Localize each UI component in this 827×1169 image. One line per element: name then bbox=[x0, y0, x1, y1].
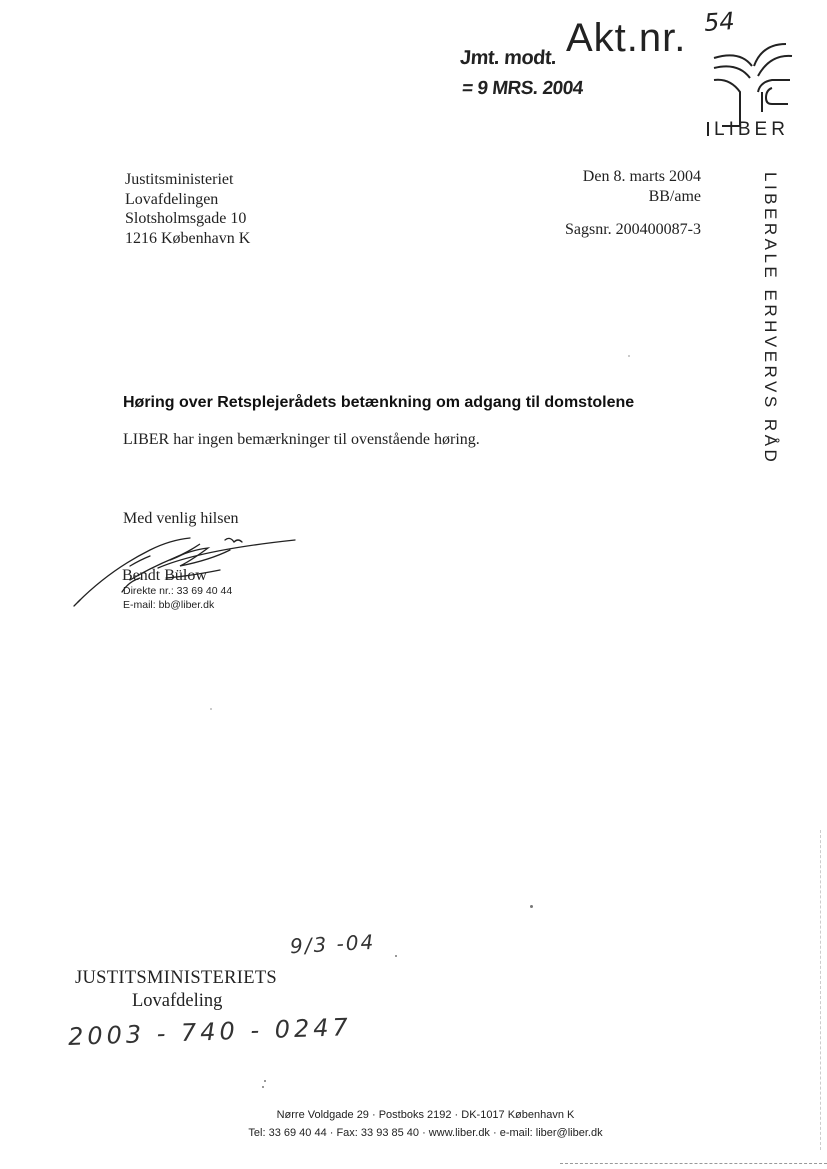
recipient-line: Justitsministeriet bbox=[125, 171, 234, 188]
handwritten-date: 9/3 -04 bbox=[289, 929, 376, 959]
recipient-address bbox=[125, 170, 250, 248]
recipient-line: Slotsholmsgade 10 bbox=[125, 210, 247, 227]
signer-phone: Direkte nr.: 33 69 40 44 bbox=[123, 585, 233, 597]
case-number: Sagsnr. 200400087-3 bbox=[565, 221, 701, 238]
footer-contact bbox=[0, 1127, 827, 1139]
ministry-stamp-department: Lovafdeling bbox=[132, 991, 223, 1011]
scan-bottom-edge bbox=[560, 1163, 827, 1165]
signer-email: E-mail: bb@liber.dk bbox=[123, 599, 215, 611]
recipient-line: Lovafdelingen bbox=[125, 190, 219, 208]
letter-date: Den 8. marts 2004 bbox=[582, 168, 701, 185]
received-stamp-date: = 9 MRS. 2004 bbox=[460, 78, 584, 99]
recipient-line: 1216 København K bbox=[125, 229, 251, 247]
scan-speck bbox=[210, 708, 212, 710]
ministry-stamp-title: JUSTITSMINISTERIETS bbox=[75, 968, 278, 988]
letter-subject: Høring over Retsplejerådets betænkning om adgang til domstolene bbox=[123, 394, 635, 411]
handwritten-signature-icon bbox=[70, 520, 310, 620]
akt-nr-handwritten-value: 54 bbox=[703, 6, 736, 38]
letter-body: LIBER har ingen bemærkninger til ovenstående høring. bbox=[123, 431, 480, 448]
footer-address bbox=[0, 1109, 827, 1121]
scan-speck bbox=[628, 355, 630, 357]
scan-speck bbox=[264, 1080, 266, 1082]
scan-speck bbox=[262, 1086, 264, 1088]
letter-meta bbox=[481, 167, 701, 240]
akt-nr-label: Akt.nr. bbox=[566, 16, 687, 60]
liber-logo-text: LIBER bbox=[714, 119, 789, 140]
received-stamp-label: Jmt. modt. bbox=[459, 47, 557, 69]
letter-closing: Med venlig hilsen bbox=[123, 510, 239, 527]
signer-name: Bendt Bülow bbox=[122, 567, 207, 584]
scan-speck bbox=[530, 905, 533, 908]
footer-contact-text: Tel: 33 69 40 44 · Fax: 33 93 85 40 · www.liber.dk · e-mail: liber@liber.dk bbox=[248, 1127, 603, 1139]
scan-speck bbox=[395, 955, 397, 957]
handwritten-case-number: 2003 - 740 - 0247 bbox=[67, 1013, 353, 1051]
scan-edge bbox=[818, 830, 821, 1150]
letter-reference: BB/ame bbox=[648, 188, 701, 205]
footer-address-text: Nørre Voldgade 29 · Postboks 2192 · DK-1017 København K bbox=[276, 1109, 575, 1121]
side-organization-name: LIBERALE ERHVERVS RÅD bbox=[761, 172, 780, 466]
